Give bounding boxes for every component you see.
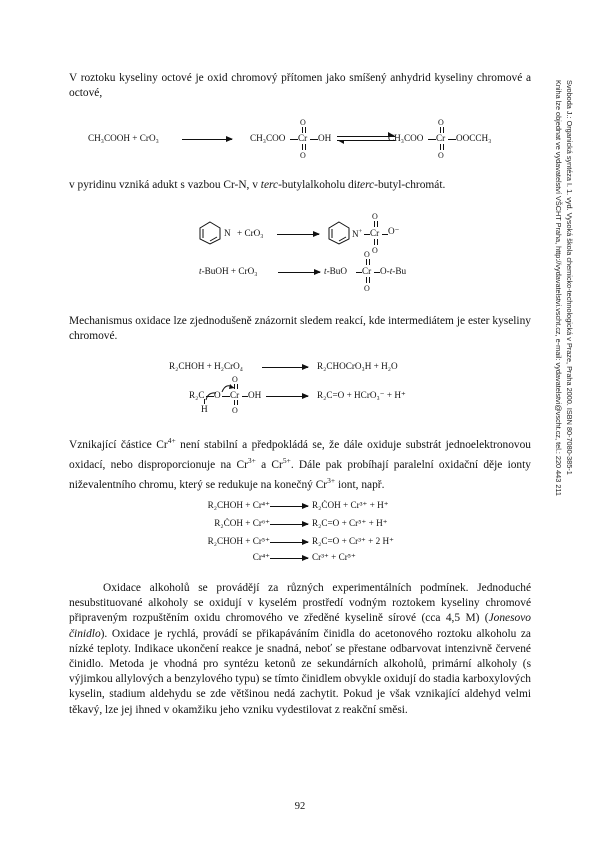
mech-cr: Cr xyxy=(230,390,240,400)
p4-c: a Cr xyxy=(255,458,283,471)
side-citation xyxy=(553,80,575,550)
ester-products: R₂CHOCrO₃H + H₂O xyxy=(317,361,398,371)
bond xyxy=(305,144,306,150)
page-number: 92 xyxy=(294,801,306,812)
p5-b: ). Oxidace je rychlá, provádí se přikapáváním činidla do acetonového roztoku alkoholu za nízké teploty. Indikace ukončení reakce je snadná, neboť se přestane odbarvovat intenzivně červené činidlo. Metoda je vhodná pro syntézu ketonů ze sekundárních alkoholů, primární alkoholy (s výjimkou allylových a benzylového typu) se tímto činidlem obvykle oxidují do stadia karboxylových kyselin, stadium aldehydu se zde většinou nedá zachytit. Pokud je však vznikající aldehyd velmi těkavý, lze jej ihned v okamžiku jeho vzniku vydestilovat z reakční směsi. xyxy=(69,627,531,716)
bond xyxy=(366,259,367,265)
bond xyxy=(305,127,306,133)
paragraph-2 xyxy=(69,178,531,193)
reaction-arrow xyxy=(278,272,320,273)
bond xyxy=(440,144,441,150)
bond xyxy=(374,221,375,227)
bond xyxy=(443,144,444,150)
tbu-product-right xyxy=(380,266,406,276)
electron-arrow-icon xyxy=(200,380,240,406)
pyr-ominus: O⁻ xyxy=(388,226,400,236)
bond xyxy=(310,139,318,140)
rad-right-1: R₂ĊOH + Cr³⁺ + H⁺ xyxy=(312,500,389,510)
bond xyxy=(302,144,303,150)
oxo-top: O xyxy=(232,375,238,384)
bond xyxy=(366,277,367,283)
reaction-arrow xyxy=(270,558,308,559)
n-label: N xyxy=(352,229,359,239)
oxo-bottom: O xyxy=(300,151,306,160)
bond xyxy=(440,127,441,133)
tbu-cr: Cr xyxy=(362,266,372,276)
reaction-arrow xyxy=(262,367,308,368)
paragraph-3: Mechanismus oxidace lze zjednodušeně znázornit sledem reakcí, kde intermediátem je ester kyseliny chromové. xyxy=(69,315,531,343)
pyridine-ring-icon xyxy=(197,220,223,246)
bond xyxy=(428,139,436,140)
bond xyxy=(377,239,378,245)
p4-sup: 5+ xyxy=(282,456,291,465)
eq1-anhydride-right: OOCCH₃ xyxy=(456,133,492,143)
oxo-bottom: O xyxy=(364,284,370,293)
pyridinium-n: N+ xyxy=(352,228,363,239)
paragraph-5 xyxy=(69,581,531,718)
oxo-top: O xyxy=(300,118,306,127)
rad-left-2: R₂ĊOH + Cr⁶⁺ xyxy=(214,518,270,528)
rad-right-3: R₂C=O + Cr³⁺ + 2 H⁺ xyxy=(312,536,394,546)
p2-italic-2: terc xyxy=(356,179,375,191)
rad-left-4: Cr⁴⁺ xyxy=(252,552,270,562)
reaction-arrow xyxy=(182,139,232,140)
equilibrium-arrow xyxy=(337,135,395,143)
rad-left-1: R₂CHOH + Cr⁴⁺ xyxy=(207,500,270,510)
reaction-arrow xyxy=(270,524,308,525)
tbuo-text: -BuO xyxy=(326,266,347,276)
tbuoh-reactants xyxy=(199,266,257,276)
p4-sup: 4+ xyxy=(167,436,176,445)
p4-b: není stabilní a předpokládá se, že dále oxiduje substrát jednoelektronovou oxidací, nebo disproporcionuje na Cr xyxy=(69,438,532,471)
p2-text-c: -butyl-chromát. xyxy=(374,179,446,191)
oxo-top: O xyxy=(372,212,378,221)
oxo-top: O xyxy=(438,118,444,127)
ester-reactants: R₂CHOH + H₂CrO₄ xyxy=(169,361,244,371)
bond xyxy=(377,221,378,227)
eq1-reactants: CH₃COOH + CrO₃ xyxy=(88,133,159,143)
reaction-arrow xyxy=(266,396,308,397)
mech-r2c: R₂C xyxy=(189,390,205,400)
eq1-product-acyl: CH₃COO xyxy=(250,133,286,143)
citation-line-2: Kniha lze objednat ve vydavatelství VŠCHT Praha, http://vydavatelstvi.vscht.cz, e-mail: vydavatelstvi@vscht.cz, tel.: 220 443 211 xyxy=(554,80,563,496)
oxo-bottom: O xyxy=(372,246,378,255)
p4-e: iont, např. xyxy=(335,478,385,491)
pyridinium-ring-icon xyxy=(326,220,352,246)
bu-text: -Bu xyxy=(392,266,407,276)
oxo-bottom: O xyxy=(232,406,238,415)
pyridine-n: N xyxy=(224,228,231,238)
p4-sup: 3+ xyxy=(247,456,256,465)
bond xyxy=(374,239,375,245)
tbuoh-text: -BuOH + CrO₃ xyxy=(201,266,258,276)
p4-a: Vznikající částice Cr xyxy=(69,438,168,451)
p4-d: . Dále pak probíhají paralelní oxidační děje ionty niževalentního chromu, který se redukuje na konečný Cr xyxy=(69,458,531,491)
reaction-arrow xyxy=(270,506,308,507)
paragraph-4 xyxy=(69,433,531,493)
o-text: O- xyxy=(380,266,390,276)
pyr-cr: Cr xyxy=(370,228,380,238)
mech-h: H xyxy=(201,404,208,414)
rad-right-2: R₂C=O + Cr⁵⁺ + H⁺ xyxy=(312,518,388,528)
t-italic: t xyxy=(389,266,393,276)
eq1-cr: Cr xyxy=(298,133,308,143)
p2-text-a: v pyridinu vzniká adukt s vazbou Cr-N, v xyxy=(69,179,261,191)
oxo-bottom: O xyxy=(438,151,444,160)
reaction-arrow xyxy=(277,234,319,235)
t-italic: t xyxy=(199,266,202,276)
rad-left-3: R₂CHOH + Cr⁵⁺ xyxy=(207,536,270,546)
p2-text-b: -butylalkoholu di xyxy=(278,179,357,191)
pyridine-plus-cro3: + CrO₃ xyxy=(237,228,264,238)
bond xyxy=(369,277,370,283)
eq1-cr2: Cr xyxy=(436,133,446,143)
bond xyxy=(302,127,303,133)
p5-italic: Jonesovo činidlo xyxy=(69,612,531,640)
oxo-top: O xyxy=(364,250,370,259)
paragraph-1: V roztoku kyseliny octové je oxid chromový přítomen jako smíšený anhydrid kyseliny chromové a octové, xyxy=(69,72,531,100)
rad-right-4: Cr³⁺ + Cr⁵⁺ xyxy=(312,552,356,562)
eq1-anhydride-left: CH₃COO xyxy=(388,133,424,143)
mech-o: O xyxy=(214,390,221,400)
bond xyxy=(448,139,456,140)
bond xyxy=(290,139,298,140)
bond xyxy=(369,259,370,265)
p2-italic-1: terc xyxy=(260,179,279,191)
mech-oh: OH xyxy=(248,390,262,400)
t-italic: t xyxy=(324,266,327,276)
citation-line-1: Svoboda J.: Organická syntéza I. 1. vyd. Vysoká škola chemicko-technologická v Praze, Praha 2000. ISBN 80-7080-385-1 xyxy=(565,80,574,475)
p5-a: Oxidace alkoholů se provádějí za různých experimentálních podmínek. Jednoduché nesubstituované alkoholy se oxidují v kyselém prostředí vodným roztokem kyseliny chromové připraveným rozpuštěním oxidu chromového ve zředěné kyselině sírové (cca 4,5 M) ( xyxy=(69,582,531,625)
reaction-arrow xyxy=(270,542,308,543)
eq1-oh: OH xyxy=(318,133,332,143)
mech-products: R₂C=O + HCrO₃⁻ + H⁺ xyxy=(317,390,406,400)
tbu-product-left xyxy=(324,266,347,276)
p4-sup: 3+ xyxy=(327,476,336,485)
bond xyxy=(443,127,444,133)
